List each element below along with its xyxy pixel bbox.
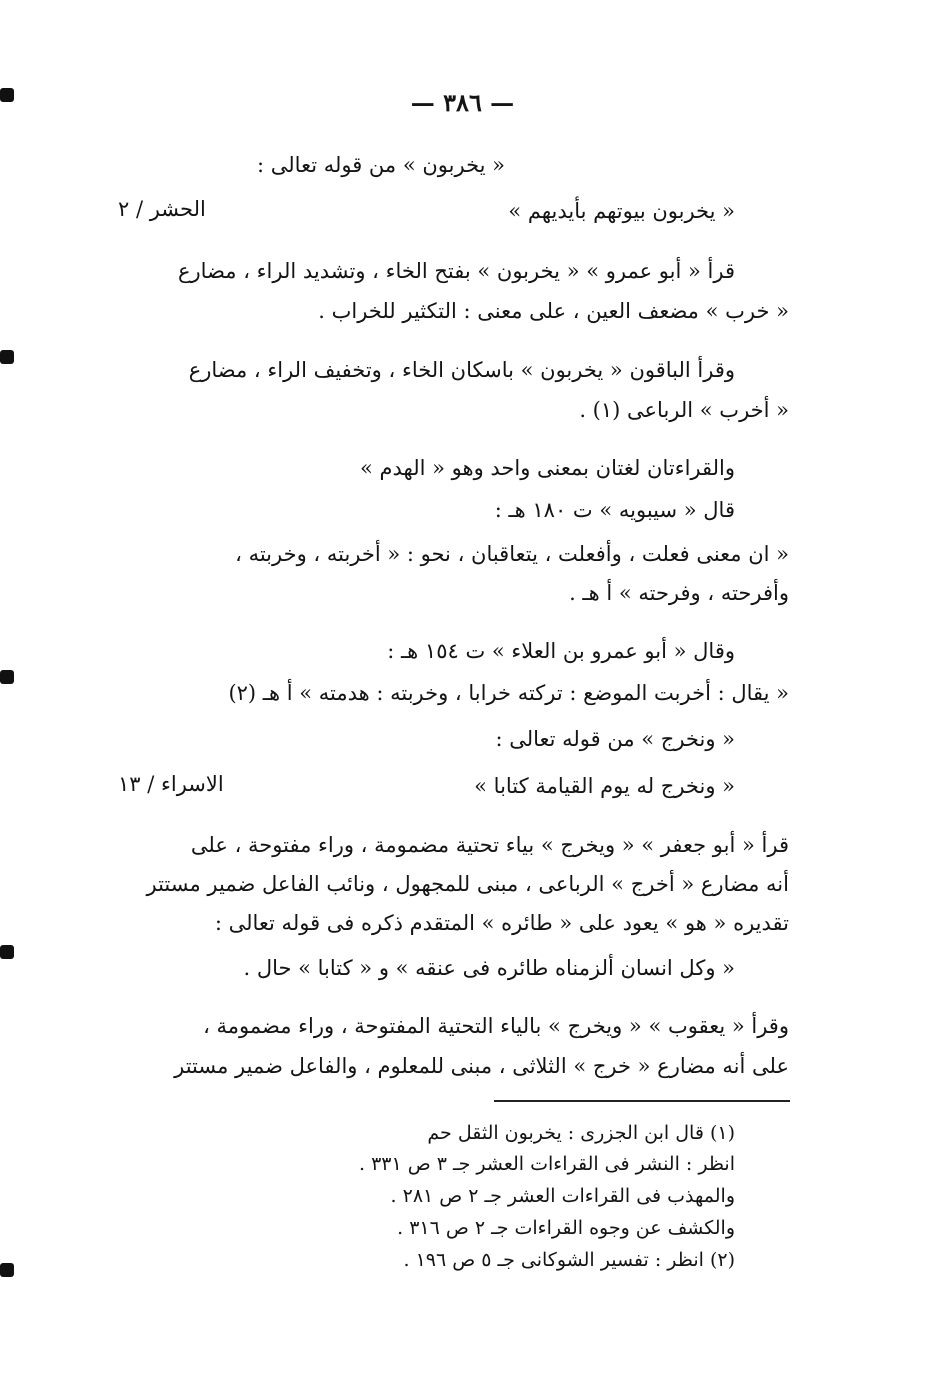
text-line: وأفرحته ، وفرحته » أ هـ . (569, 581, 789, 605)
binding-mark (0, 670, 14, 684)
text-line: قال « سيبويه » ت ١٨٠ هـ : (494, 498, 735, 522)
text-line: قرأ « أبو جعفر » « ويخرج » بياء تحتية مضمومة ، وراء مفتوحة ، على (190, 833, 789, 857)
footnote-line: (١) قال ابن الجزرى : يخربون الثقل حم (427, 1122, 735, 1144)
text-line: والقراءتان لغتان بمعنى واحد وهو « الهدم » (359, 456, 735, 480)
page-number: — ٣٨٦ — (410, 88, 515, 117)
binding-mark (0, 1263, 14, 1277)
text-line: « يخربون » من قوله تعالى : (257, 153, 505, 177)
verse-reference: الحشر / ٢ (118, 197, 206, 221)
text-line: « يقال : أخربت الموضع : تركته خرابا ، وخربته : هدمته » أ هـ (٢) (228, 681, 789, 705)
text-line: « أخرب » الرباعى (١) . (579, 398, 789, 422)
text-line: وقرأ « يعقوب » « ويخرج » بالياء التحتية المفتوحة ، وراء مضمومة ، (203, 1014, 789, 1038)
verse-reference: الاسراء / ١٣ (118, 772, 224, 796)
verse-line: « ونخرج له يوم القيامة كتابا » (474, 774, 735, 798)
text-line: « خرب » مضعف العين ، على معنى : التكثير للخراب . (318, 299, 789, 323)
footnote-line: والكشف عن وجوه القراءات جـ ٢ ص ٣١٦ . (397, 1217, 735, 1239)
text-line: على أنه مضارع « خرج » الثلاثى ، مبنى للمعلوم ، والفاعل ضمير مستتر (174, 1054, 789, 1078)
text-line: قرأ « أبو عمرو » « يخربون » بفتح الخاء ، وتشديد الراء ، مضارع (178, 259, 735, 283)
binding-mark (0, 350, 14, 364)
footnote-separator (494, 1100, 790, 1102)
footnote-line: (٢) انظر : تفسير الشوكانى جـ ٥ ص ١٩٦ . (403, 1249, 735, 1271)
binding-mark (0, 945, 14, 959)
verse-line: « وكل انسان ألزمناه طائره فى عنقه » و « كتابا » حال . (243, 956, 735, 980)
text-line: وقرأ الباقون « يخربون » باسكان الخاء ، وتخفيف الراء ، مضارع (188, 358, 735, 382)
footnote-line: والمهذب فى القراءات العشر جـ ٢ ص ٢٨١ . (390, 1185, 735, 1207)
text-line: أنه مضارع « أخرج » الرباعى ، مبنى للمجهول ، ونائب الفاعل ضمير مستتر (146, 872, 789, 896)
footnote-line: انظر : النشر فى القراءات العشر جـ ٣ ص ٣٣١ . (359, 1153, 735, 1175)
text-line: وقال « أبو عمرو بن العلاء » ت ١٥٤ هـ : (387, 639, 735, 663)
verse-line: « يخربون بيوتهم بأيديهم » (508, 199, 735, 223)
text-line: تقديره « هو » يعود على « طائره » المتقدم ذكره فى قوله تعالى : (214, 911, 789, 935)
text-line: « ونخرج » من قوله تعالى : (495, 727, 735, 751)
text-line: « ان معنى فعلت ، وأفعلت ، يتعاقبان ، نحو : « أخربته ، وخربته ، (235, 542, 789, 566)
